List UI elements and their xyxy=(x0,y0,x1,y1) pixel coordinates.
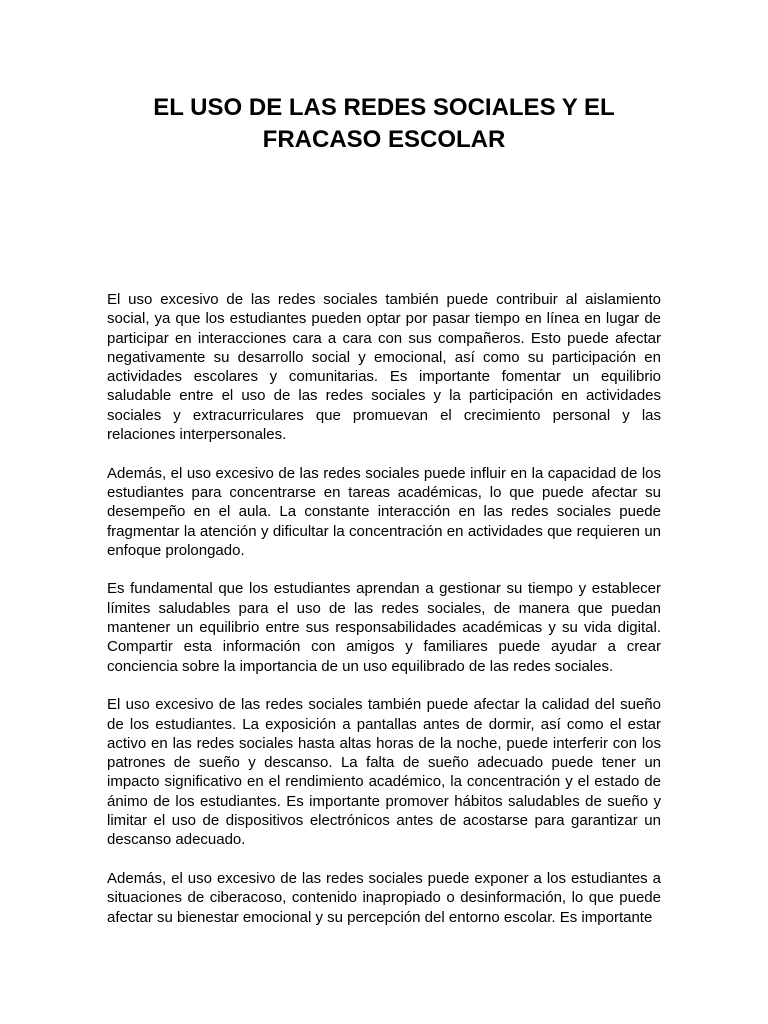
paragraph-aislamiento-social: El uso excesivo de las redes sociales también puede contribuir al aislamiento social, ya que los estudiantes pueden optar por pasar tiempo en línea en lugar de participar en interacciones cara a cara con sus compañeros. Esto puede afectar negativamente su desarrollo social y emocional, así como su participación en actividades escolares y comunitarias. Es importante fomentar un equilibrio saludable entre el uso de las redes sociales y la participación en actividades sociales y extracurriculares que promuevan el crecimiento personal y las relaciones interpersonales. xyxy=(107,291,661,444)
title-line-2: FRACASO ESCOLAR xyxy=(262,126,506,153)
paragraph-gestion-tiempo: Es fundamental que los estudiantes aprendan a gestionar su tiempo y establecer límites saludables para el uso de las redes sociales, de manera que puedan mantener un equilibrio entre sus responsabilidades académicas y su vida digital. Compartir esta información con amigos y familiares puede ayudar a crear conciencia sobre la importancia de un uso equilibrado de las redes sociales. xyxy=(107,580,661,675)
paragraph-ciberacoso: Además, el uso excesivo de las redes sociales puede exponer a los estudiantes a situaciones de ciberacoso, contenido inapropiado o desinformación, lo que puede afectar su bienestar emocional y su percepción del entorno escolar. Es importante xyxy=(107,869,661,926)
document-body xyxy=(107,290,661,946)
paragraph-concentracion: Además, el uso excesivo de las redes sociales puede influir en la capacidad de los estudiantes para concentrarse en tareas académicas, lo que puede afectar su desempeño en el aula. La constante interacción en las redes sociales puede fragmentar la atención y dificultar la concentración en actividades que requieren un enfoque prolongado. xyxy=(107,464,661,559)
title-line-1: EL USO DE LAS REDES SOCIALES Y EL xyxy=(153,94,615,121)
document-title xyxy=(108,92,660,156)
paragraph-calidad-sueno: El uso excesivo de las redes sociales también puede afectar la calidad del sueño de los estudiantes. La exposición a pantallas antes de dormir, así como el estar activo en las redes sociales hasta altas horas de la noche, puede interferir con los patrones de sueño y descanso. La falta de sueño adecuado puede tener un impacto significativo en el rendimiento académico, la concentración y el estado de ánimo de los estudiantes. Es importante promover hábitos saludables de sueño y limitar el uso de dispositivos electrónicos antes de acostarse para garantizar un descanso adecuado. xyxy=(107,696,661,849)
